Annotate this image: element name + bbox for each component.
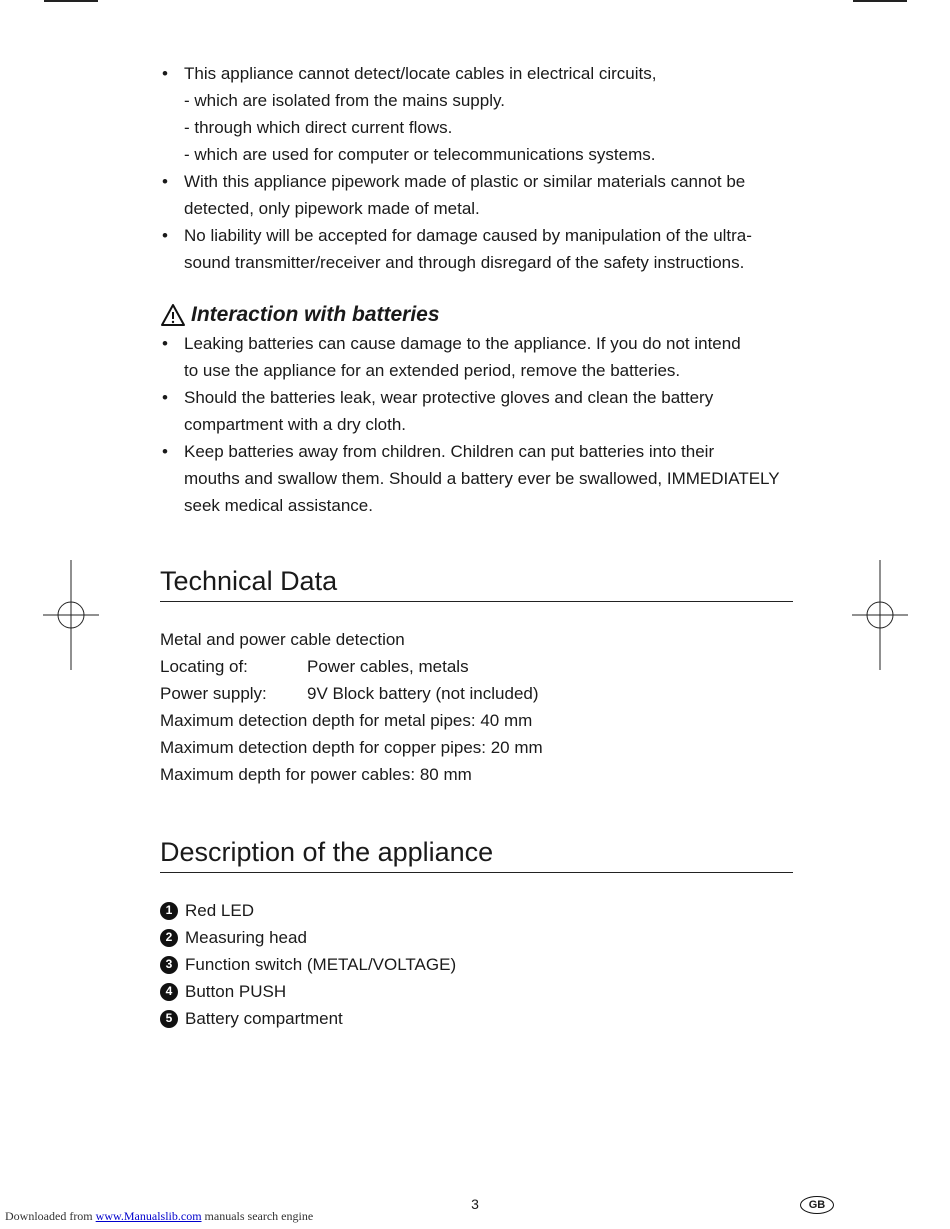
tech-label: Locating of: [160, 657, 248, 676]
part-item [160, 924, 793, 951]
warning-triangle-icon [160, 303, 186, 327]
part-label: Function switch (METAL/VOLTAGE) [185, 955, 457, 974]
bullet-line: detected, only pipework made of metal. [184, 199, 480, 218]
batteries-heading [160, 300, 793, 330]
tech-value: 9V Block battery (not included) [307, 684, 539, 703]
batteries-heading-text: Interaction with batteries [191, 303, 440, 326]
part-item [160, 951, 793, 978]
tech-intro: Metal and power cable detection [160, 630, 405, 649]
crop-mark-top-left [44, 0, 98, 2]
parts-list [160, 897, 793, 1032]
bullet-line: mouths and swallow them. Should a battery ever be swallowed, IMMEDIATELY [184, 469, 780, 488]
crop-mark-top-right [853, 0, 907, 2]
bullet-line: • No liability will be accepted for damage caused by manipulation of the ultra- [184, 226, 752, 245]
footer-prefix: Downloaded from [5, 1209, 93, 1223]
manualslib-link[interactable]: www.Manualslib.com [95, 1209, 202, 1223]
bullet-line: - through which direct current flows. [184, 118, 453, 137]
tech-cable-depth: Maximum depth for power cables: 80 mm [160, 765, 472, 784]
language-badge: GB [800, 1196, 834, 1214]
bullet-line: - which are isolated from the mains supply. [184, 91, 505, 110]
registration-mark-left [43, 560, 99, 670]
part-number-badge: 2 [160, 929, 178, 947]
bullet-line: • Should the batteries leak, wear protective gloves and clean the battery [184, 388, 714, 407]
tech-label: Power supply: [160, 684, 267, 703]
registration-mark-right [852, 560, 908, 670]
part-item [160, 978, 793, 1005]
bullet-line: seek medical assistance. [184, 496, 373, 515]
part-label: Measuring head [185, 928, 307, 947]
part-number-badge: 3 [160, 956, 178, 974]
bullet-line: compartment with a dry cloth. [184, 415, 407, 434]
technical-data [160, 626, 793, 788]
page-number: 3 [471, 1196, 479, 1212]
tech-copper-depth: Maximum detection depth for copper pipes: 20 mm [160, 738, 543, 757]
download-footer [5, 1209, 313, 1224]
description-heading: Description of the appliance [160, 834, 793, 873]
bullet-line: • Keep batteries away from children. Children can put batteries into their [184, 442, 715, 461]
bullet-line: to use the appliance for an extended period, remove the batteries. [184, 361, 681, 380]
part-number-badge: 1 [160, 902, 178, 920]
footer-suffix: manuals search engine [204, 1209, 314, 1223]
part-label: Red LED [185, 901, 254, 920]
battery-bullet [160, 438, 793, 519]
part-number-badge: 5 [160, 1010, 178, 1028]
safety-bullet [160, 168, 793, 222]
tech-power [160, 680, 793, 707]
tech-value: Power cables, metals [307, 657, 469, 676]
tech-metal-depth: Maximum detection depth for metal pipes: 40 mm [160, 711, 533, 730]
safety-bullets [160, 60, 793, 276]
bullet-line: - which are used for computer or telecommunications systems. [184, 145, 656, 164]
bullet-line: • With this appliance pipework made of plastic or similar materials cannot be [184, 172, 746, 191]
battery-bullet [160, 330, 793, 384]
part-number-badge: 4 [160, 983, 178, 1001]
part-label: Button PUSH [185, 982, 287, 1001]
bullet-line: • Leaking batteries can cause damage to the appliance. If you do not intend [184, 334, 741, 353]
bullet-line: • This appliance cannot detect/locate cables in electrical circuits, [184, 64, 657, 83]
part-label: Battery compartment [185, 1009, 343, 1028]
technical-data-heading: Technical Data [160, 563, 793, 602]
safety-bullet [160, 222, 793, 276]
safety-bullet [160, 60, 793, 168]
tech-locating [160, 653, 793, 680]
part-item [160, 1005, 793, 1032]
battery-bullet [160, 384, 793, 438]
battery-bullets [160, 330, 793, 519]
bullet-line: sound transmitter/receiver and through disregard of the safety instructions. [184, 253, 745, 272]
page-content [160, 60, 793, 1032]
part-item [160, 897, 793, 924]
